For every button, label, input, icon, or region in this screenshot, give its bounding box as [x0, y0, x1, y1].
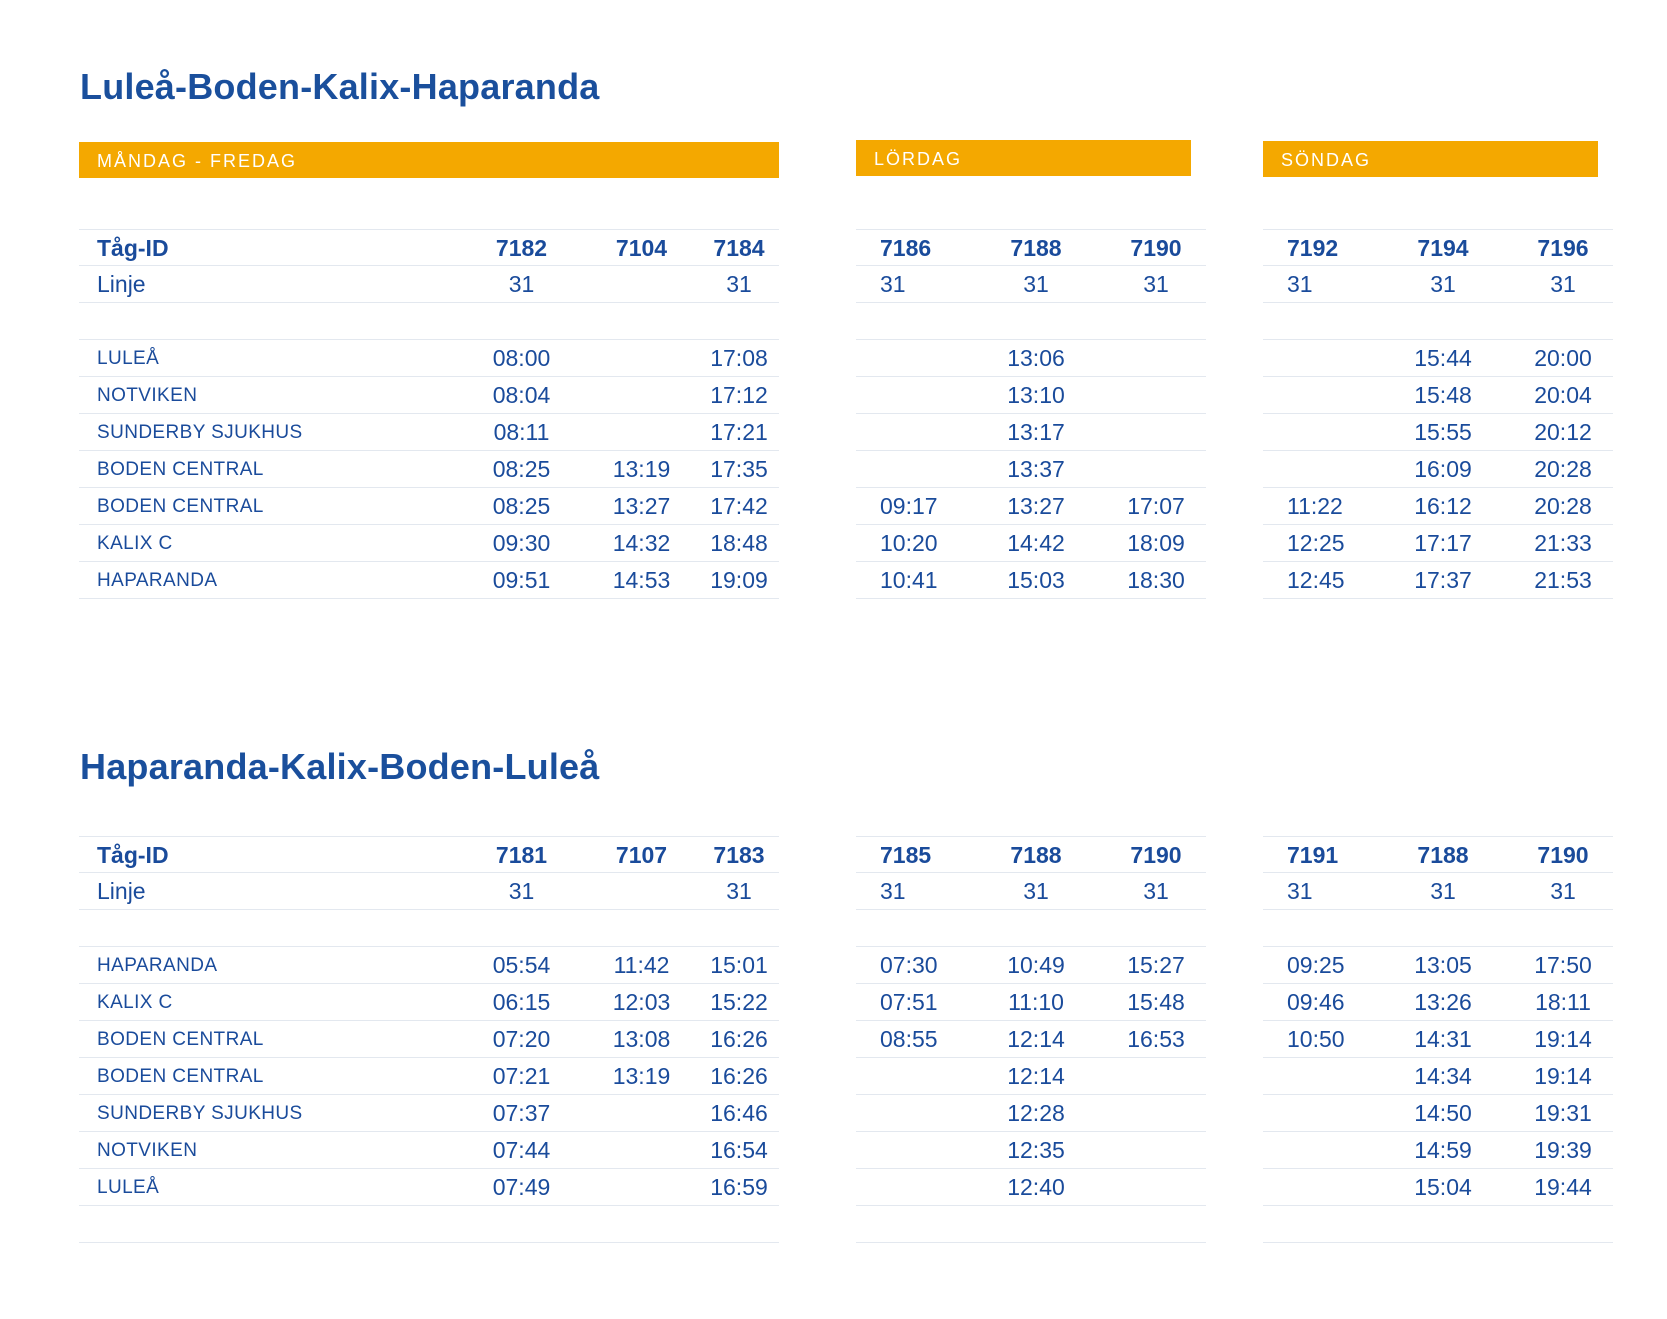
station-name: BODEN CENTRAL	[79, 488, 459, 525]
departure-time: 17:42	[699, 488, 779, 525]
train-id: 7190	[1513, 836, 1613, 873]
departure-time: 19:14	[1513, 1021, 1613, 1058]
departure-time: 16:09	[1373, 451, 1513, 488]
departure-time	[1106, 377, 1206, 414]
departure-time	[856, 1058, 966, 1095]
departure-time: 14:50	[1373, 1095, 1513, 1132]
departure-time: 05:54	[459, 947, 584, 984]
train-id: 7183	[699, 836, 779, 873]
departure-time: 08:25	[459, 488, 584, 525]
spacer-cell	[1373, 1206, 1513, 1243]
departure-time: 15:48	[1106, 984, 1206, 1021]
spacer-cell	[1263, 303, 1373, 340]
line-number: 31	[856, 266, 966, 303]
station-name: LULEÅ	[79, 340, 459, 377]
section-title-southbound: Haparanda-Kalix-Boden-Luleå	[80, 746, 600, 787]
line-number: 31	[1106, 873, 1206, 910]
train-id: 7192	[1263, 229, 1373, 266]
departure-time: 12:45	[1263, 562, 1373, 599]
train-id: 7188	[966, 836, 1106, 873]
departure-time: 17:12	[699, 377, 779, 414]
departure-time: 19:09	[699, 562, 779, 599]
departure-time: 16:26	[699, 1021, 779, 1058]
departure-time	[856, 1095, 966, 1132]
timetable-saturday-southbound	[856, 836, 1206, 1243]
station-name: BODEN CENTRAL	[79, 1058, 459, 1095]
departure-time: 11:10	[966, 984, 1106, 1021]
spacer-cell	[966, 1206, 1106, 1243]
departure-time	[856, 340, 966, 377]
line-number: 31	[699, 266, 779, 303]
departure-time	[1263, 340, 1373, 377]
station-name: HAPARANDA	[79, 562, 459, 599]
departure-time: 14:53	[584, 562, 699, 599]
departure-time: 17:08	[699, 340, 779, 377]
departure-time: 08:25	[459, 451, 584, 488]
departure-time: 17:21	[699, 414, 779, 451]
departure-time: 17:37	[1373, 562, 1513, 599]
departure-time	[1106, 1095, 1206, 1132]
timetable-sunday-southbound	[1263, 836, 1613, 1243]
spacer-cell	[1513, 303, 1613, 340]
departure-time	[1263, 414, 1373, 451]
timetable-weekday-northbound	[79, 229, 779, 599]
spacer-cell	[856, 910, 966, 947]
departure-time: 18:30	[1106, 562, 1206, 599]
spacer-cell	[1373, 303, 1513, 340]
departure-time: 14:59	[1373, 1132, 1513, 1169]
station-name: HAPARANDA	[79, 947, 459, 984]
departure-time	[856, 1132, 966, 1169]
line-number: 31	[1513, 266, 1613, 303]
departure-time	[1106, 1132, 1206, 1169]
spacer-cell	[966, 303, 1106, 340]
departure-time: 13:06	[966, 340, 1106, 377]
train-id: 7186	[856, 229, 966, 266]
departure-time	[856, 1169, 966, 1206]
departure-time: 12:25	[1263, 525, 1373, 562]
departure-time	[584, 1169, 699, 1206]
station-name: NOTVIKEN	[79, 1132, 459, 1169]
departure-time: 07:51	[856, 984, 966, 1021]
line-number: 31	[856, 873, 966, 910]
spacer-cell	[1513, 910, 1613, 947]
departure-time: 07:21	[459, 1058, 584, 1095]
departure-time: 13:27	[584, 488, 699, 525]
line-number: 31	[459, 266, 584, 303]
departure-time: 20:28	[1513, 451, 1613, 488]
departure-time	[1106, 1058, 1206, 1095]
departure-time	[1106, 451, 1206, 488]
station-name: SUNDERBY SJUKHUS	[79, 414, 459, 451]
spacer-cell	[79, 910, 459, 947]
departure-time: 08:00	[459, 340, 584, 377]
departure-time: 20:12	[1513, 414, 1613, 451]
departure-time: 12:03	[584, 984, 699, 1021]
departure-time: 11:42	[584, 947, 699, 984]
spacer-cell	[79, 303, 459, 340]
departure-time: 07:49	[459, 1169, 584, 1206]
departure-time	[584, 1132, 699, 1169]
departure-time: 20:28	[1513, 488, 1613, 525]
line-number: 31	[1106, 266, 1206, 303]
station-name: LULEÅ	[79, 1169, 459, 1206]
departure-time: 14:42	[966, 525, 1106, 562]
departure-time	[1106, 414, 1206, 451]
departure-time: 06:15	[459, 984, 584, 1021]
departure-time: 07:30	[856, 947, 966, 984]
timetable-sunday-northbound	[1263, 229, 1613, 599]
departure-time: 09:17	[856, 488, 966, 525]
sunday-banner: SÖNDAG	[1263, 141, 1598, 177]
departure-time: 16:12	[1373, 488, 1513, 525]
tag-id-label: Tåg-ID	[79, 836, 459, 873]
line-number: 31	[966, 266, 1106, 303]
section-title-northbound: Luleå-Boden-Kalix-Haparanda	[80, 66, 600, 107]
train-id: 7194	[1373, 229, 1513, 266]
departure-time	[1106, 1169, 1206, 1206]
departure-time: 07:44	[459, 1132, 584, 1169]
departure-time	[1106, 340, 1206, 377]
departure-time: 14:34	[1373, 1058, 1513, 1095]
linje-label: Linje	[79, 873, 459, 910]
departure-time: 15:48	[1373, 377, 1513, 414]
spacer-cell	[1513, 1206, 1613, 1243]
spacer-cell	[584, 1206, 699, 1243]
departure-time: 18:11	[1513, 984, 1613, 1021]
departure-time: 08:55	[856, 1021, 966, 1058]
departure-time: 14:31	[1373, 1021, 1513, 1058]
spacer-cell	[1106, 1206, 1206, 1243]
departure-time	[1263, 1132, 1373, 1169]
departure-time: 12:40	[966, 1169, 1106, 1206]
spacer-cell	[79, 1206, 459, 1243]
departure-time: 15:27	[1106, 947, 1206, 984]
train-id: 7188	[966, 229, 1106, 266]
spacer-cell	[459, 910, 584, 947]
departure-time: 15:01	[699, 947, 779, 984]
departure-time: 13:19	[584, 451, 699, 488]
departure-time	[1263, 1058, 1373, 1095]
station-name: KALIX C	[79, 525, 459, 562]
departure-time	[856, 451, 966, 488]
departure-time: 15:55	[1373, 414, 1513, 451]
departure-time	[856, 377, 966, 414]
line-number: 31	[1513, 873, 1613, 910]
departure-time: 19:39	[1513, 1132, 1613, 1169]
departure-time: 11:22	[1263, 488, 1373, 525]
departure-time: 13:19	[584, 1058, 699, 1095]
saturday-banner: LÖRDAG	[856, 140, 1191, 176]
departure-time: 20:04	[1513, 377, 1613, 414]
line-number: 31	[966, 873, 1106, 910]
spacer-cell	[1106, 910, 1206, 947]
departure-time: 16:46	[699, 1095, 779, 1132]
departure-time: 16:26	[699, 1058, 779, 1095]
spacer-cell	[966, 910, 1106, 947]
spacer-cell	[856, 303, 966, 340]
departure-time: 18:09	[1106, 525, 1206, 562]
timetable-saturday-northbound	[856, 229, 1206, 599]
departure-time: 17:50	[1513, 947, 1613, 984]
train-id: 7185	[856, 836, 966, 873]
departure-time	[856, 414, 966, 451]
departure-time: 09:30	[459, 525, 584, 562]
departure-time: 10:49	[966, 947, 1106, 984]
departure-time: 07:37	[459, 1095, 584, 1132]
departure-time	[584, 377, 699, 414]
departure-time: 13:05	[1373, 947, 1513, 984]
line-number	[584, 266, 699, 303]
spacer-cell	[699, 910, 779, 947]
spacer-cell	[699, 1206, 779, 1243]
spacer-cell	[1263, 1206, 1373, 1243]
departure-time: 19:14	[1513, 1058, 1613, 1095]
departure-time: 13:26	[1373, 984, 1513, 1021]
departure-time: 15:22	[699, 984, 779, 1021]
departure-time: 09:46	[1263, 984, 1373, 1021]
spacer-cell	[584, 303, 699, 340]
departure-time: 17:07	[1106, 488, 1206, 525]
train-id: 7181	[459, 836, 584, 873]
departure-time	[584, 414, 699, 451]
departure-time: 21:33	[1513, 525, 1613, 562]
departure-time: 18:48	[699, 525, 779, 562]
departure-time: 09:25	[1263, 947, 1373, 984]
departure-time: 13:37	[966, 451, 1106, 488]
departure-time: 07:20	[459, 1021, 584, 1058]
departure-time: 17:35	[699, 451, 779, 488]
departure-time	[584, 1095, 699, 1132]
departure-time: 16:53	[1106, 1021, 1206, 1058]
weekday-banner: MÅNDAG - FREDAG	[79, 142, 779, 178]
spacer-cell	[459, 1206, 584, 1243]
departure-time: 12:14	[966, 1058, 1106, 1095]
departure-time: 16:54	[699, 1132, 779, 1169]
train-id: 7196	[1513, 229, 1613, 266]
departure-time: 15:03	[966, 562, 1106, 599]
departure-time: 21:53	[1513, 562, 1613, 599]
departure-time	[1263, 451, 1373, 488]
departure-time: 15:04	[1373, 1169, 1513, 1206]
line-number: 31	[1373, 873, 1513, 910]
line-number: 31	[459, 873, 584, 910]
line-number: 31	[699, 873, 779, 910]
departure-time: 13:08	[584, 1021, 699, 1058]
departure-time: 14:32	[584, 525, 699, 562]
departure-time: 13:10	[966, 377, 1106, 414]
departure-time: 12:28	[966, 1095, 1106, 1132]
train-id: 7191	[1263, 836, 1373, 873]
train-id: 7188	[1373, 836, 1513, 873]
train-id: 7190	[1106, 836, 1206, 873]
tag-id-label: Tåg-ID	[79, 229, 459, 266]
departure-time	[1263, 1095, 1373, 1132]
departure-time: 15:44	[1373, 340, 1513, 377]
station-name: NOTVIKEN	[79, 377, 459, 414]
departure-time: 08:04	[459, 377, 584, 414]
departure-time: 10:50	[1263, 1021, 1373, 1058]
train-id: 7190	[1106, 229, 1206, 266]
spacer-cell	[699, 303, 779, 340]
departure-time: 19:44	[1513, 1169, 1613, 1206]
train-id: 7104	[584, 229, 699, 266]
departure-time: 13:17	[966, 414, 1106, 451]
departure-time	[1263, 377, 1373, 414]
line-number: 31	[1373, 266, 1513, 303]
timetable-weekday-southbound	[79, 836, 779, 1243]
train-id: 7184	[699, 229, 779, 266]
spacer-cell	[1373, 910, 1513, 947]
departure-time: 08:11	[459, 414, 584, 451]
departure-time: 17:17	[1373, 525, 1513, 562]
spacer-cell	[1106, 303, 1206, 340]
departure-time: 10:41	[856, 562, 966, 599]
line-number: 31	[1263, 266, 1373, 303]
departure-time: 13:27	[966, 488, 1106, 525]
departure-time: 09:51	[459, 562, 584, 599]
station-name: KALIX C	[79, 984, 459, 1021]
spacer-cell	[1263, 910, 1373, 947]
departure-time: 20:00	[1513, 340, 1613, 377]
linje-label: Linje	[79, 266, 459, 303]
departure-time	[584, 340, 699, 377]
spacer-cell	[584, 910, 699, 947]
departure-time: 12:35	[966, 1132, 1106, 1169]
departure-time: 10:20	[856, 525, 966, 562]
departure-time	[1263, 1169, 1373, 1206]
station-name: BODEN CENTRAL	[79, 451, 459, 488]
station-name: BODEN CENTRAL	[79, 1021, 459, 1058]
train-id: 7107	[584, 836, 699, 873]
spacer-cell	[856, 1206, 966, 1243]
line-number	[584, 873, 699, 910]
departure-time: 16:59	[699, 1169, 779, 1206]
departure-time: 19:31	[1513, 1095, 1613, 1132]
station-name: SUNDERBY SJUKHUS	[79, 1095, 459, 1132]
train-id: 7182	[459, 229, 584, 266]
line-number: 31	[1263, 873, 1373, 910]
departure-time: 12:14	[966, 1021, 1106, 1058]
spacer-cell	[459, 303, 584, 340]
